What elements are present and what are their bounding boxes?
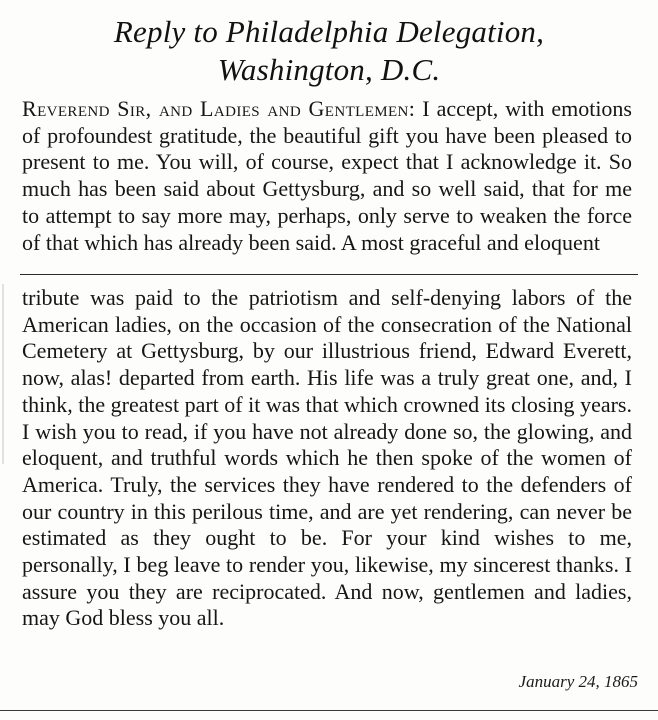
document-date: January 24, 1865 [518, 672, 638, 691]
salutation: Reverend Sir, and Ladies and Gentlemen: [22, 96, 416, 121]
body-text-part-2: tribute was paid to the patriotism and self-denying labors of the American ladies, on the occasion of the consecration of the National Cemetery at Gettysburg, by our illustrious friend, Edward Everett, now, alas! departed from earth. His life was a truly great one, and, I think, the greatest part of it was that which crowned its closing years. I wish you to read, if you have not already done so, the glowing, and eloquent, and truthful words which he then spoke of the women of America. Truly, the services they have rendered to the defenders of our country in this perilous time, and are yet rendering, can never be estimated as they ought to be. For your kind wishes to me, personally, I beg leave to render you, likewise, my sincerest thanks. I assure you they are reciprocated. And now, gentlemen and ladies, may God bless you all. [22, 285, 632, 631]
document-title-line-1: Reply to Philadelphia Delegation, [113, 14, 545, 49]
bottom-rule [0, 710, 658, 711]
page-break-rule [20, 274, 638, 275]
body-text-part-1: I accept, with emotions of profoundest gratitude, the beautiful gift you have been pleased to present to me. You will, of course, expect that I acknowledge it. So much has been said about Gettysburg, and so well said, that for me to attempt to say more may, perhaps, only serve to weaken the force of that which has already been said. A most graceful and eloquent [22, 96, 632, 255]
scan-edge-mark [2, 284, 4, 464]
document-title-line-2: Washington, D.C. [217, 52, 441, 87]
body-paragraph-part-2 [22, 285, 632, 632]
body-paragraph-part-1 [22, 96, 632, 256]
